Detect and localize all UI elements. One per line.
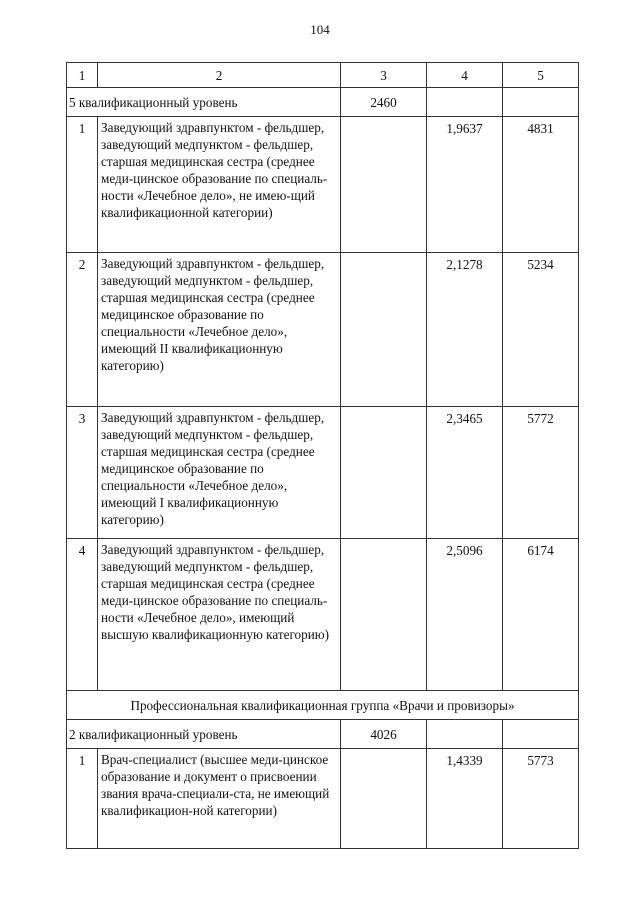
group-title-row (67, 691, 579, 720)
coefficient-cell: 2,1278 (427, 253, 503, 407)
salary-table (66, 62, 579, 849)
empty-cell (341, 749, 427, 849)
empty-cell (503, 720, 579, 749)
position-cell: Заведующий здравпунктом - фельдшер, заведующий медпунктом - фельдшер, старшая медицинская сестра (среднее меди-цинское образование по специаль-ности «Лечебное дело», не имею-щий квалификационной категории) (98, 117, 341, 253)
header-cell-1: 1 (67, 63, 98, 88)
level-row (67, 88, 579, 117)
level-base-rate: 4026 (341, 720, 427, 749)
coefficient-cell: 1,9637 (427, 117, 503, 253)
empty-cell (341, 253, 427, 407)
salary-cell: 6174 (503, 539, 579, 691)
row-number: 1 (67, 117, 98, 253)
salary-cell: 4831 (503, 117, 579, 253)
row-number: 3 (67, 407, 98, 539)
coefficient-cell: 2,3465 (427, 407, 503, 539)
position-cell: Заведующий здравпунктом - фельдшер, заведующий медпунктом - фельдшер, старшая медицинская сестра (среднее медицинское образование по специальности «Лечебное дело», имеющий II квалификационную категорию) (98, 253, 341, 407)
coefficient-cell: 1,4339 (427, 749, 503, 849)
level-label: 5 квалификационный уровень (67, 88, 341, 117)
empty-cell (503, 88, 579, 117)
salary-cell: 5234 (503, 253, 579, 407)
empty-cell (427, 88, 503, 117)
header-row (67, 63, 579, 88)
position-cell: Врач-специалист (высшее меди-цинское образование и документ о присвоении звания врача-специали-ста, не имеющий квалификацион-ной категории) (98, 749, 341, 849)
header-cell-2: 2 (98, 63, 341, 88)
header-cell-4: 4 (427, 63, 503, 88)
table-row (67, 253, 579, 407)
empty-cell (341, 407, 427, 539)
level-label: 2 квалификационный уровень (67, 720, 341, 749)
header-cell-5: 5 (503, 63, 579, 88)
salary-cell: 5772 (503, 407, 579, 539)
position-cell: Заведующий здравпунктом - фельдшер, заведующий медпунктом - фельдшер, старшая медицинская сестра (среднее медицинское образование по специальности «Лечебное дело», имеющий I квалификационную категорию) (98, 407, 341, 539)
empty-cell (427, 720, 503, 749)
level-base-rate: 2460 (341, 88, 427, 117)
empty-cell (341, 117, 427, 253)
position-cell: Заведующий здравпунктом - фельдшер, заведующий медпунктом - фельдшер, старшая медицинская сестра (среднее меди-цинское образование по специаль-ности «Лечебное дело», имеющий высшую квалификационную категорию) (98, 539, 341, 691)
group-title: Профессиональная квалификационная группа «Врачи и провизоры» (67, 691, 579, 720)
header-cell-3: 3 (341, 63, 427, 88)
row-number: 1 (67, 749, 98, 849)
table-row (67, 539, 579, 691)
level-row (67, 720, 579, 749)
row-number: 4 (67, 539, 98, 691)
salary-cell: 5773 (503, 749, 579, 849)
table-row (67, 749, 579, 849)
page-number: 104 (310, 22, 330, 37)
empty-cell (341, 539, 427, 691)
row-number: 2 (67, 253, 98, 407)
coefficient-cell: 2,5096 (427, 539, 503, 691)
table-row (67, 117, 579, 253)
table-row (67, 407, 579, 539)
